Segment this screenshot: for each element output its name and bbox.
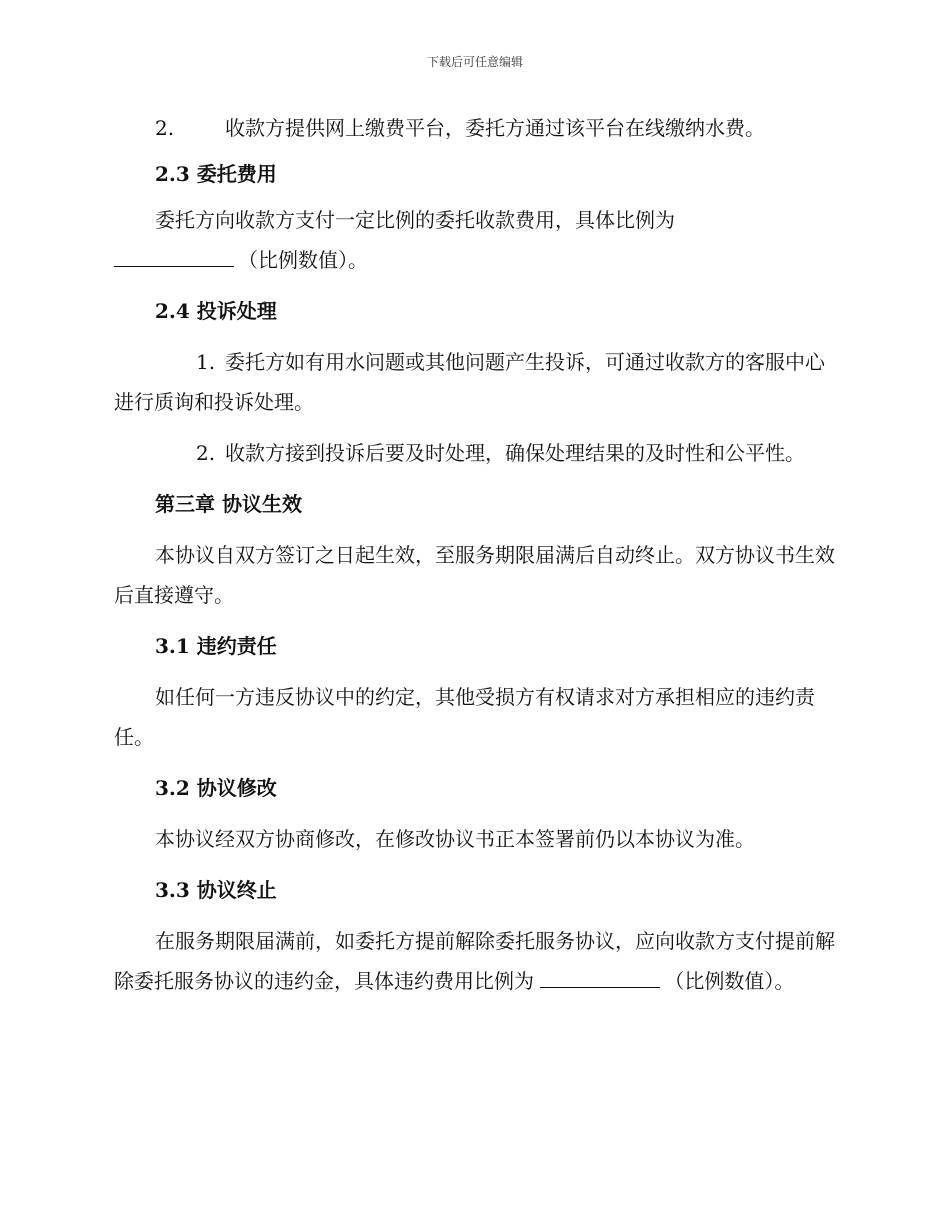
section-heading-2-3: 2.3 委托费用 [155,162,277,186]
paragraph-text: （比例数值）。 [664,969,795,993]
paragraph [114,200,836,280]
item-text: 委托方如有用水问题或其他问题产生投诉，可通过收款方的客服中心进行质询和投诉处理。 [114,350,825,414]
paragraph: 本协议经双方协商修改，在修改协议书正本签署前仍以本协议为准。 [155,827,755,851]
section-heading-2-4: 2.4 投诉处理 [155,299,277,323]
section-heading-3-3: 3.3 协议终止 [155,878,277,902]
paragraph-text: （比例数值）。 [238,248,368,272]
section-heading-3-2: 3.2 协议修改 [155,776,277,800]
list-item [114,433,836,473]
paragraph: 本协议自双方签订之日起生效，至服务期限届满后自动终止。双方协议书生效后直接遵守。 [114,543,835,607]
section-heading-3-1: 3.1 违约责任 [155,634,277,658]
fill-blank [114,246,234,267]
paragraph [114,921,836,1001]
paragraph-text: 在服务期限届满前，如委托方提前解除委托服务协议，应向收款方支付提前解除委托服务协议的违约金，具体违约费用比例为 [114,929,835,993]
item-number: 2. [196,441,216,465]
item-text: 收款方接到投诉后要及时处理，确保处理结果的及时性和公平性。 [225,441,805,465]
item-text: 收款方提供网上缴费平台，委托方通过该平台在线缴纳水费。 [225,116,765,140]
paragraph-text: 委托方向收款方支付一定比例的委托收款费用，具体比例为 [155,208,675,232]
item-number: 1. [196,350,216,374]
page-header: 下载后可任意编辑 [426,55,523,69]
list-item [114,342,836,422]
paragraph: 如任何一方违反协议中的约定，其他受损方有权请求对方承担相应的违约责任。 [114,685,815,749]
document-body [114,108,836,1001]
chapter-heading-3: 第三章 协议生效 [155,492,302,516]
item-number: 2. [155,116,175,140]
fill-blank [540,967,660,988]
list-item [114,108,836,148]
